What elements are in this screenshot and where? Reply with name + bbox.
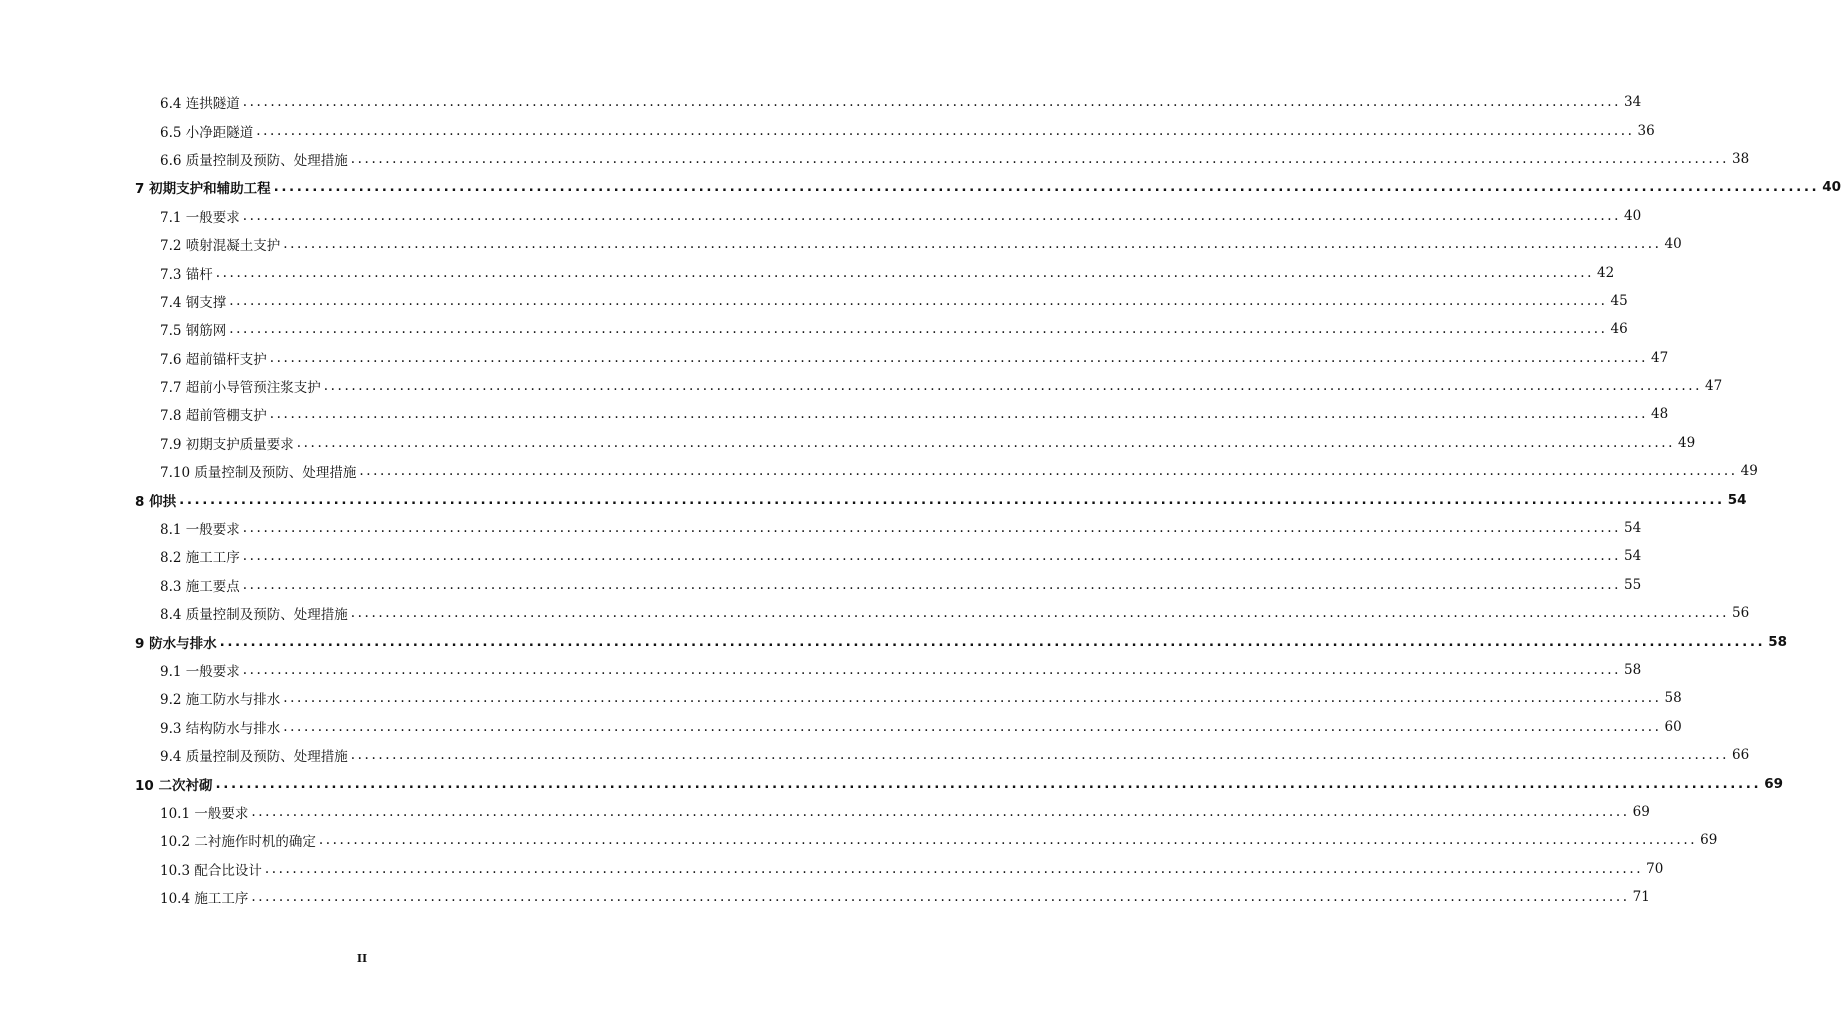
toc-entry-page-number: 54	[1727, 491, 1747, 508]
toc-section-entry[interactable]	[0, 571, 1642, 599]
toc-dot-leader: ........................................................................................................................................................................................................	[359, 463, 1738, 480]
toc-entry-page-number: 58	[1624, 662, 1642, 678]
toc-dot-leader: ........................................................................................................................................................................................................	[229, 321, 1608, 338]
toc-dot-leader: ........................................................................................................................................................................................................	[219, 633, 1766, 650]
toc-dot-leader: ........................................................................................................................................................................................................	[350, 605, 1730, 622]
toc-entry-page-number: 69	[1632, 803, 1650, 820]
toc-dot-leader: ........................................................................................................................................................................................................	[323, 378, 1703, 395]
toc-entry-label: 7.3 锚杆	[160, 266, 213, 283]
toc-dot-leader: ........................................................................................................................................................................................................	[242, 548, 1622, 565]
toc-entry-label: 7 初期支护和辅助工程	[135, 181, 271, 198]
toc-entry-label: 9.3 结构防水与排水	[160, 720, 281, 737]
toc-entry-label: 6.4 连拱隧道	[160, 96, 240, 113]
toc-section-entry[interactable]	[0, 429, 1696, 457]
toc-entry-label: 9.2 施工防水与排水	[160, 692, 281, 709]
toc-dot-leader: ........................................................................................................................................................................................................	[283, 718, 1662, 735]
toc-dot-leader: ........................................................................................................................................................................................................	[179, 491, 1725, 508]
toc-entry-label: 7.6 超前锚杆支护	[160, 351, 267, 368]
toc-entry-page-number: 70	[1646, 860, 1664, 877]
toc-section-entry[interactable]	[0, 883, 1650, 911]
toc-section-entry[interactable]	[0, 741, 1750, 769]
toc-dot-leader: ........................................................................................................................................................................................................	[215, 775, 1762, 792]
toc-entry-page-number: 54	[1624, 548, 1642, 565]
toc-chapter-entry[interactable]	[0, 173, 1841, 201]
toc-section-entry[interactable]	[0, 372, 1723, 400]
toc-dot-leader: ........................................................................................................................................................................................................	[273, 179, 1820, 196]
toc-entry-page-number: 48	[1651, 406, 1669, 423]
toc-section-entry[interactable]	[0, 599, 1750, 627]
toc-dot-leader: ........................................................................................................................................................................................................	[283, 690, 1662, 707]
toc-section-entry[interactable]	[0, 116, 1655, 144]
toc-chapter-entry[interactable]	[0, 627, 1788, 655]
toc-entry-label: 7.9 初期支护质量要求	[160, 436, 294, 453]
toc-entry-label: 9.4 质量控制及预防、处理措施	[160, 749, 348, 766]
toc-entry-page-number: 34	[1624, 94, 1642, 111]
toc-section-entry[interactable]	[0, 88, 1642, 116]
toc-entry-page-number: 40	[1664, 236, 1682, 253]
toc-entry-page-number: 47	[1651, 349, 1669, 366]
toc-entry-label: 6.5 小净距隧道	[160, 124, 254, 141]
toc-entry-page-number: 66	[1732, 747, 1750, 764]
toc-section-entry[interactable]	[0, 542, 1642, 570]
toc-entry-page-number: 54	[1624, 520, 1642, 537]
toc-entry-label: 7.1 一般要求	[160, 209, 240, 226]
toc-entry-page-number: 40	[1624, 207, 1642, 224]
toc-dot-leader: ........................................................................................................................................................................................................	[283, 236, 1662, 253]
toc-dot-leader: ........................................................................................................................................................................................................	[269, 406, 1649, 423]
toc-section-entry[interactable]	[0, 258, 1615, 286]
toc-entry-label: 6.6 质量控制及预防、处理措施	[160, 152, 348, 169]
toc-entry-label: 8.3 施工要点	[160, 578, 240, 595]
table-of-contents	[0, 88, 1841, 911]
toc-section-entry[interactable]	[0, 315, 1628, 343]
toc-entry-label: 7.5 钢筋网	[160, 323, 227, 340]
toc-section-entry[interactable]	[0, 344, 1669, 372]
toc-entry-page-number: 47	[1705, 378, 1723, 395]
toc-entry-page-number: 42	[1597, 264, 1615, 281]
toc-entry-label: 8.4 质量控制及预防、处理措施	[160, 607, 348, 624]
toc-section-entry[interactable]	[0, 457, 1758, 485]
toc-entry-page-number: 71	[1632, 889, 1650, 906]
toc-entry-label: 7.4 钢支撑	[160, 294, 227, 311]
toc-entry-label: 10.1 一般要求	[160, 805, 249, 822]
toc-entry-page-number: 69	[1700, 832, 1718, 849]
toc-dot-leader: ........................................................................................................................................................................................................	[296, 434, 1676, 451]
toc-entry-label: 7.7 超前小导管预注浆支护	[160, 380, 321, 397]
toc-entry-label: 8 仰拱	[135, 493, 177, 510]
toc-entry-page-number: 69	[1764, 775, 1783, 792]
toc-entry-page-number: 40	[1822, 179, 1841, 196]
toc-entry-page-number: 38	[1732, 150, 1750, 167]
toc-entry-page-number: 58	[1768, 633, 1788, 650]
toc-entry-page-number: 49	[1678, 434, 1696, 451]
toc-dot-leader: ........................................................................................................................................................................................................	[256, 122, 1635, 139]
toc-entry-label: 9.1 一般要求	[160, 664, 240, 680]
toc-section-entry[interactable]	[0, 684, 1682, 712]
toc-dot-leader: ........................................................................................................................................................................................................	[242, 576, 1622, 593]
toc-entry-label: 10.3 配合比设计	[160, 862, 262, 879]
toc-section-entry[interactable]	[0, 713, 1682, 741]
toc-section-entry[interactable]	[0, 400, 1669, 428]
toc-section-entry[interactable]	[0, 798, 1650, 826]
toc-entry-page-number: 58	[1664, 690, 1682, 707]
toc-dot-leader: ........................................................................................................................................................................................................	[242, 520, 1622, 537]
toc-dot-leader: ........................................................................................................................................................................................................	[242, 662, 1622, 678]
toc-entry-label: 8.1 一般要求	[160, 522, 240, 539]
toc-section-entry[interactable]	[0, 514, 1642, 542]
toc-entry-page-number: 60	[1664, 718, 1682, 735]
toc-dot-leader: ........................................................................................................................................................................................................	[269, 349, 1649, 366]
toc-entry-page-number: 45	[1610, 292, 1628, 309]
toc-entry-page-number: 49	[1740, 463, 1758, 480]
toc-entry-label: 8.2 施工工序	[160, 550, 240, 567]
toc-section-entry[interactable]	[0, 202, 1642, 230]
toc-entry-label: 9 防水与排水	[135, 635, 217, 652]
toc-section-entry[interactable]	[0, 656, 1642, 684]
toc-section-entry[interactable]	[0, 855, 1664, 883]
toc-entry-page-number: 56	[1732, 605, 1750, 622]
toc-dot-leader: ........................................................................................................................................................................................................	[350, 747, 1730, 764]
toc-dot-leader: ........................................................................................................................................................................................................	[242, 94, 1622, 111]
toc-chapter-entry[interactable]	[0, 485, 1747, 513]
toc-entry-label: 7.2 喷射混凝土支护	[160, 238, 281, 255]
toc-section-entry[interactable]	[0, 287, 1628, 315]
toc-dot-leader: ........................................................................................................................................................................................................	[264, 860, 1644, 877]
toc-entry-page-number: 36	[1637, 122, 1655, 139]
toc-entry-label: 10.2 二衬施作时机的确定	[160, 834, 316, 851]
toc-dot-leader: ........................................................................................................................................................................................................	[350, 150, 1730, 167]
toc-dot-leader: ........................................................................................................................................................................................................	[215, 264, 1595, 281]
page-number: II	[356, 952, 368, 965]
toc-dot-leader: ........................................................................................................................................................................................................	[229, 292, 1608, 309]
toc-dot-leader: ........................................................................................................................................................................................................	[251, 803, 1630, 820]
toc-chapter-entry[interactable]	[0, 769, 1783, 797]
toc-entry-label: 10 二次衬砌	[135, 777, 213, 794]
toc-entry-page-number: 46	[1610, 321, 1628, 338]
toc-entry-label: 7.10 质量控制及预防、处理措施	[160, 465, 357, 482]
toc-dot-leader: ........................................................................................................................................................................................................	[251, 889, 1630, 906]
toc-entry-label: 7.8 超前管棚支护	[160, 408, 267, 425]
toc-section-entry[interactable]	[0, 145, 1750, 173]
toc-section-entry[interactable]	[0, 230, 1682, 258]
toc-section-entry[interactable]	[0, 826, 1718, 854]
toc-entry-label: 10.4 施工工序	[160, 891, 249, 908]
toc-dot-leader: ........................................................................................................................................................................................................	[242, 207, 1622, 224]
toc-dot-leader: ........................................................................................................................................................................................................	[318, 832, 1698, 849]
toc-entry-page-number: 55	[1624, 576, 1642, 593]
